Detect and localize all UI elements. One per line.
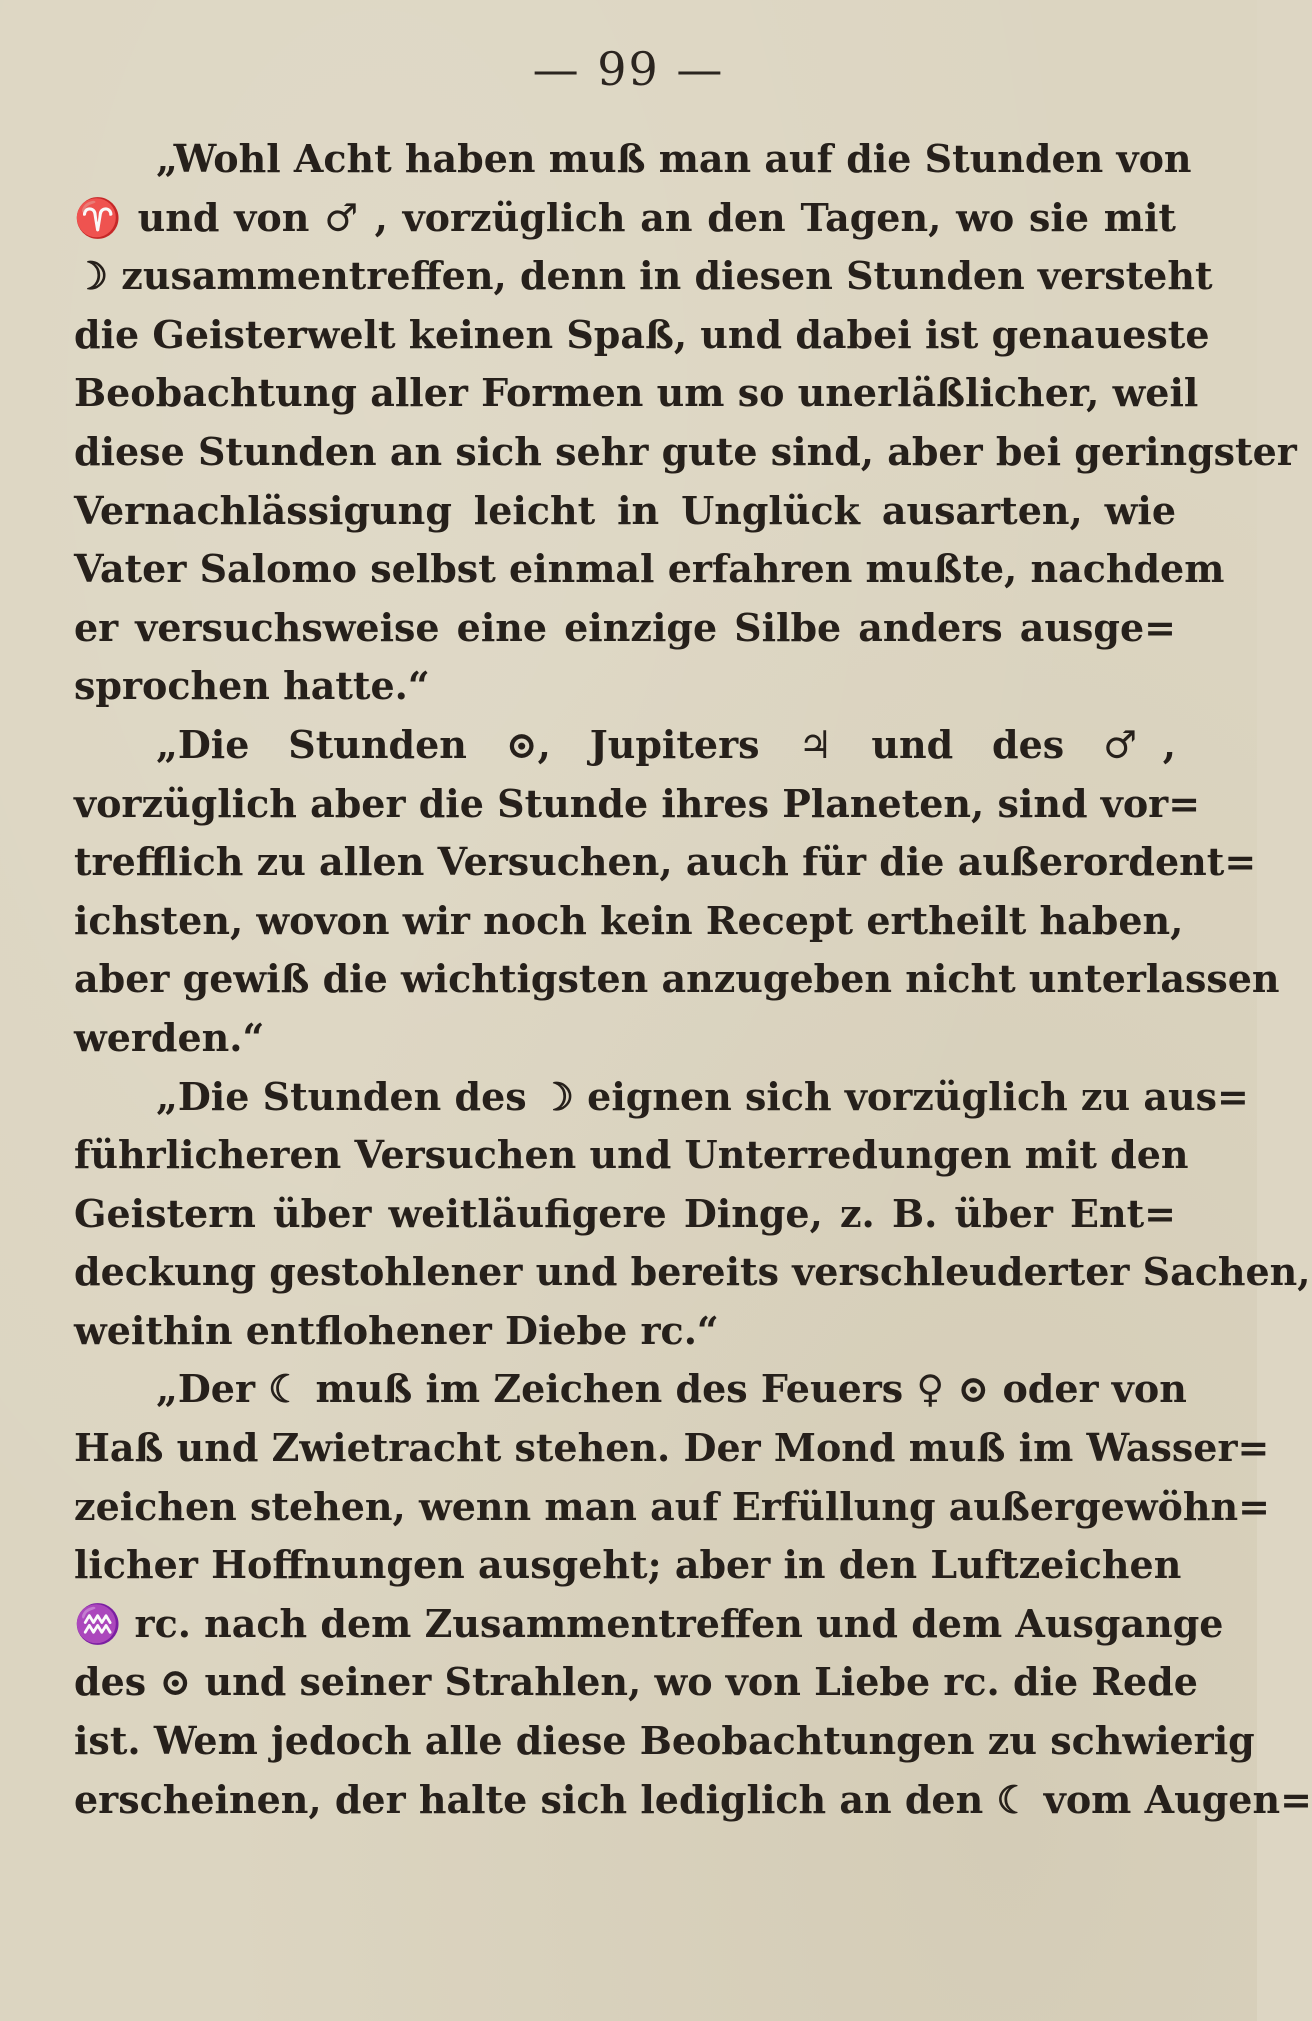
text-line: vorzüglich aber die Stunde ihres Planeten, sind vor= bbox=[74, 780, 1201, 826]
text-line: Vernachlässigung leicht in Unglück ausarten, wie bbox=[74, 487, 1176, 533]
text-line: die Geisterwelt keinen Spaß, und dabei ist genaueste bbox=[74, 311, 1210, 357]
text-line: aber gewiß die wichtigsten anzugeben nicht unterlassen bbox=[74, 956, 1280, 1002]
text-line: zeichen stehen, wenn man auf Erfüllung außergewöhn= bbox=[74, 1483, 1270, 1529]
body-text bbox=[74, 130, 1312, 1829]
text-line: „Der ☾ muß im Zeichen des Feuers ♀ ⊙ oder von bbox=[156, 1366, 1187, 1412]
paragraph bbox=[74, 1360, 1312, 1829]
text-line: „Die Stunden des ☽ eignen sich vorzüglich zu aus= bbox=[156, 1073, 1249, 1119]
text-line: erscheinen, der halte sich lediglich an den ☾ vom Augen= bbox=[74, 1776, 1312, 1822]
text-line: er versuchsweise eine einzige Silbe anders ausge= bbox=[74, 604, 1176, 650]
page-number: — 99 — bbox=[532, 42, 725, 96]
text-line: Geistern über weitläufigere Dinge, z. B. über Ent= bbox=[74, 1190, 1176, 1236]
text-line: Beobachtung aller Formen um so unerläßlicher, weil bbox=[74, 370, 1199, 416]
text-line: trefflich zu allen Versuchen, auch für die außerordent= bbox=[74, 839, 1257, 885]
text-line: Haß und Zwietracht stehen. Der Mond muß im Wasser= bbox=[74, 1425, 1270, 1471]
text-line: sprochen hatte.“ bbox=[74, 663, 430, 709]
text-line: des ⊙ und seiner Strahlen, wo von Liebe rc. die Rede bbox=[74, 1659, 1198, 1705]
text-line: „Die Stunden ⊙, Jupiters ♃ und des ♂, bbox=[156, 721, 1176, 767]
paragraph bbox=[74, 1068, 1311, 1361]
text-line: ist. Wem jedoch alle diese Beobachtungen zu schwierig bbox=[74, 1718, 1255, 1764]
text-line: deckung gestohlener und bereits verschleuderter Sachen, bbox=[74, 1249, 1311, 1295]
paragraph bbox=[74, 130, 1297, 716]
paragraph bbox=[74, 716, 1280, 1068]
text-line: ☽ zusammentreffen, denn in diesen Stunden versteht bbox=[74, 253, 1213, 299]
text-line: diese Stunden an sich sehr gute sind, aber bei geringster bbox=[74, 428, 1297, 474]
text-line: ♒ rc. nach dem Zusammentreffen und dem Ausgange bbox=[74, 1600, 1224, 1646]
text-line: Vater Salomo selbst einmal erfahren mußte, nachdem bbox=[74, 546, 1225, 592]
text-line: werden.“ bbox=[74, 1014, 265, 1060]
text-line: licher Hoffnungen ausgeht; aber in den Luftzeichen bbox=[74, 1542, 1182, 1588]
text-line: ichsten, wovon wir noch kein Recept ertheilt haben, bbox=[74, 897, 1184, 943]
text-line: führlicheren Versuchen und Unterredungen mit den bbox=[74, 1132, 1189, 1178]
text-line: weithin entflohener Diebe rc.“ bbox=[74, 1307, 719, 1353]
text-line: „Wohl Acht haben muß man auf die Stunden von bbox=[156, 136, 1192, 181]
text-line: ♈ und von ♂ , vorzüglich an den Tagen, wo sie mit bbox=[74, 194, 1176, 240]
